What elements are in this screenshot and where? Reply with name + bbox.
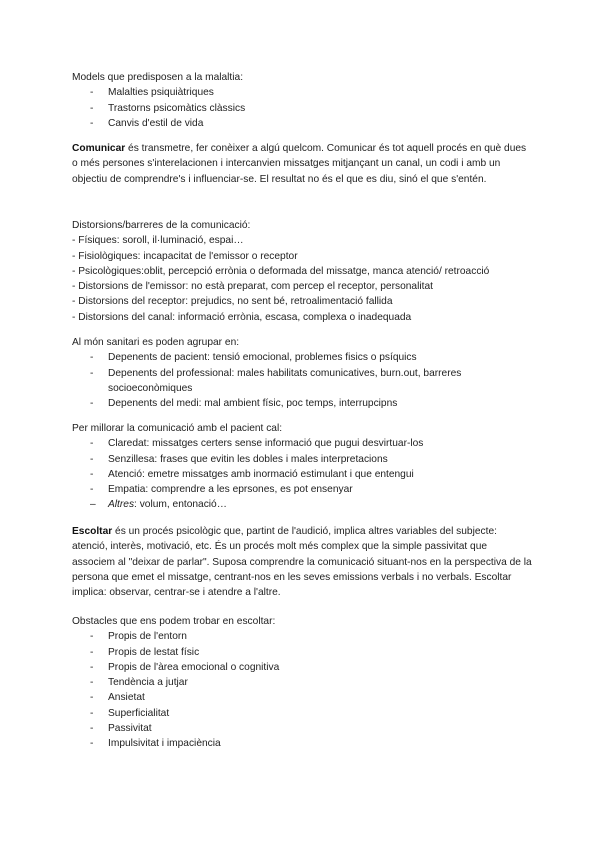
sanitari-section	[72, 335, 532, 411]
list-item: - Propis de l'àrea emocional o cognitiva	[72, 660, 532, 675]
list-item: - Fisiològiques: incapacitat de l'emissor o receptor	[72, 250, 298, 262]
escoltar-text: és un procés psicològic que, partint de l'audició, implica altres variables del subjecte: atenció, interès, motivació, etc. És un procés molt més complex que la simple passivitat que associem al "deixar de parlar". Suposa comprendre la comunicació situant-nos en la perspectiva de la persona que emet el missatge, centrant-nos en les seves emissions verbals i no verbals. Escoltar implica: observar, centrar-se i atendre a l'altre.	[72, 526, 532, 599]
dash-bullet: -	[90, 468, 94, 480]
list-item: - Senzillesa: frases que evitin les dobles i males interpretacions	[72, 452, 532, 467]
sanitari-heading: Al món sanitari es poden agrupar en:	[72, 337, 240, 348]
list-item	[72, 497, 532, 512]
dash-bullet: -	[90, 646, 94, 658]
dash-bullet: -	[90, 87, 94, 99]
comunicar-term: Comunicar	[72, 143, 126, 154]
list-item: - Propis de lestat físic	[72, 645, 532, 660]
dash-bullet: -	[90, 692, 94, 704]
dash-bullet: -	[90, 631, 94, 643]
list-item: - Claredat: missatges certers sense informació que pugui desvirtuar-los	[72, 436, 532, 451]
dash-bullet: -	[90, 117, 94, 129]
dash-bullet: -	[90, 438, 94, 450]
list-item: - Canvis d'estil de vida	[72, 116, 532, 131]
altres-rest: : volum, entonació…	[134, 499, 227, 511]
models-heading: Models que predisposen a la malaltia:	[72, 72, 244, 83]
list-item: - Distorsions de l'emissor: no està preparat, com percep el receptor, personalitat	[72, 281, 433, 293]
dash-bullet: -	[90, 367, 94, 379]
list-item: - Físiques: soroll, il·luminació, espai…	[72, 235, 244, 247]
list-item: - Superficialitat	[72, 706, 532, 721]
comunicar-paragraph	[72, 141, 532, 187]
list-item: - Propis de l'entorn	[72, 629, 532, 644]
dash-bullet: -	[90, 707, 94, 719]
dash-bullet: -	[90, 661, 94, 673]
dash-bullet: -	[90, 453, 94, 465]
dash-bullet: -	[90, 352, 94, 364]
distorsions-section	[72, 218, 532, 325]
escoltar-paragraph	[72, 524, 532, 600]
dash-bullet: -	[90, 738, 94, 750]
dash-bullet: –	[90, 499, 96, 511]
altres-italic: Altres	[108, 499, 135, 511]
list-item: - Distorsions del canal: informació errònia, escasa, complexa o inadequada	[72, 311, 412, 323]
dash-bullet: -	[90, 677, 94, 689]
list-item: - Tendència a jutjar	[72, 675, 532, 690]
dash-bullet: -	[90, 398, 94, 410]
dash-bullet: -	[90, 723, 94, 735]
escoltar-term: Escoltar	[72, 526, 113, 537]
list-item: - Impulsivitat i impaciència	[72, 736, 532, 751]
list-item: - Psicològiques:oblit, percepció errònia o deformada del missatge, manca atenció/ retroacció	[72, 265, 490, 277]
models-section	[72, 70, 532, 131]
list-item: - Passivitat	[72, 721, 532, 736]
millorar-section	[72, 421, 532, 513]
list-item: - Depenents del professional: males habilitats comunicatives, burn.out, barreres socioeconòmiques	[90, 367, 462, 394]
dash-bullet: -	[90, 484, 94, 496]
list-item: - Malalties psiquiàtriques	[72, 85, 532, 100]
obstacles-heading: Obstacles que ens podem trobar en escoltar:	[72, 616, 276, 627]
list-item: - Empatia: comprendre a les eprsones, es pot ensenyar	[72, 482, 532, 497]
distorsions-heading: Distorsions/barreres de la comunicació:	[72, 220, 251, 231]
list-item: - Distorsions del receptor: prejudics, no sent bé, retroalimentació fallida	[72, 296, 393, 308]
comunicar-text: és transmetre, fer conèixer a algú quelcom. Comunicar és tot aquell procés en què dues o més persones s'interelacionen i intercanvien missatges mitjançant un canal, un codi i amb un objectiu de comprendre's i influenciar-se. El resultat no és el que es diu, sinó el que s'entén.	[72, 143, 527, 185]
obstacles-section	[72, 614, 532, 752]
list-item: - Trastorns psicomàtics clàssics	[72, 101, 532, 116]
list-item: - Depenents del medi: mal ambient físic, poc temps, interrupcipns	[72, 396, 532, 411]
dash-bullet: -	[90, 102, 94, 114]
list-item: - Depenents de pacient: tensió emocional, problemes fisics o psíquics	[72, 350, 532, 365]
millorar-heading: Per millorar la comunicació amb el pacient cal:	[72, 423, 283, 434]
list-item: - Ansietat	[72, 690, 532, 705]
list-item: - Atenció: emetre missatges amb inormació estimulant i que entengui	[72, 467, 532, 482]
